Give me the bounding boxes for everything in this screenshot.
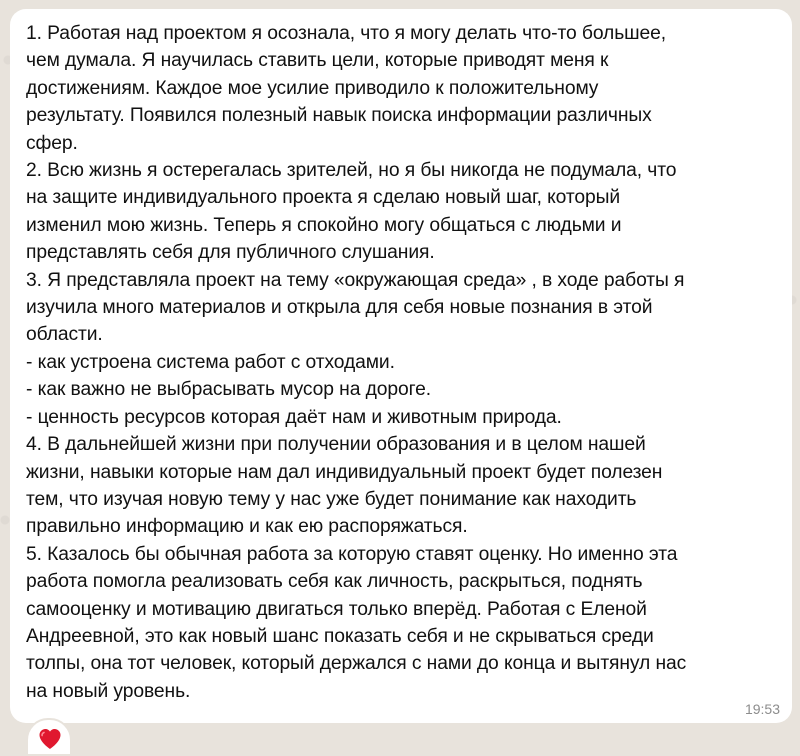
message-line: результату. Появился полезный навык поиска информации различных xyxy=(26,105,652,127)
red-heart-icon xyxy=(38,728,62,750)
message-line: 3. Я представляла проект на тему «окружающая среда» , в ходе работы я xyxy=(26,269,685,291)
message-line: изменил мою жизнь. Теперь я спокойно могу общаться с людьми и xyxy=(26,214,622,236)
message-line: изучила много материалов и открыла для себя новые познания в этой xyxy=(26,297,653,319)
message-line: толпы, она тот человек, который держался с нами до конца и вытянул нас xyxy=(26,653,687,675)
reaction-badge[interactable] xyxy=(26,718,72,756)
message-line: - как устроена система работ с отходами. xyxy=(26,351,395,373)
message-line: 2. Всю жизнь я остерегалась зрителей, но я бы никогда не подумала, что xyxy=(26,160,677,182)
message-line: тем, что изучая новую тему у нас уже будет понимание как находить xyxy=(26,488,637,510)
message-line: 4. В дальнейшей жизни при получении образования и в целом нашей xyxy=(26,434,646,456)
message-line: работа помогла реализовать себя как личность, раскрыться, поднять xyxy=(26,571,643,593)
message-line: чем думала. Я научилась ставить цели, которые приводят меня к xyxy=(26,50,609,72)
message-text xyxy=(26,20,778,705)
message-line: сфер. xyxy=(26,132,78,154)
message-line: на новый уровень. xyxy=(26,680,191,702)
message-line: Андреевной, это как новый шанс показать себя и не скрываться среди xyxy=(26,625,654,647)
message-timestamp: 19:53 xyxy=(744,701,780,717)
message-line: представлять себя для публичного слушания. xyxy=(26,242,435,264)
message-line: самооценку и мотивацию двигаться только вперёд. Работая с Еленой xyxy=(26,598,647,620)
message-line: достижениям. Каждое мое усилие приводило к положительному xyxy=(26,77,599,99)
message-line: - ценность ресурсов которая даёт нам и животным природа. xyxy=(26,406,562,428)
message-line: области. xyxy=(26,324,103,346)
message-line: жизни, навыки которые нам дал индивидуальный проект будет полезен xyxy=(26,461,663,483)
message-line: 5. Казалось бы обычная работа за которую ставят оценку. Но именно эта xyxy=(26,543,678,565)
message-line: - как важно не выбрасывать мусор на дороге. xyxy=(26,379,432,401)
message-line: правильно информацию и как ею распоряжаться. xyxy=(26,516,468,538)
message-bubble[interactable] xyxy=(10,9,792,723)
message-line: 1. Работая над проектом я осознала, что я могу делать что-то большее, xyxy=(26,23,667,44)
message-line: на защите индивидуального проекта я сделаю новый шаг, который xyxy=(26,187,621,209)
